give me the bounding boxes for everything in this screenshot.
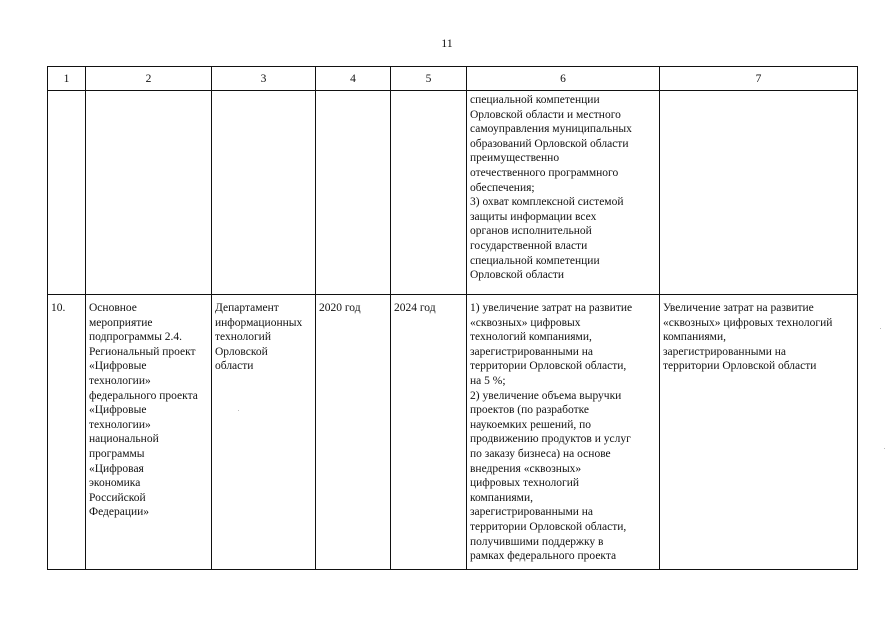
text-line: внедрения «сквозных» xyxy=(470,462,582,475)
scan-speck xyxy=(884,448,885,449)
text-line: технологий xyxy=(215,331,271,344)
text-line: зарегистрированными на xyxy=(663,345,787,358)
text-line: «Цифровая xyxy=(89,462,144,475)
column-header-3: 3 xyxy=(212,67,316,91)
text-line: подпрограммы 2.4. xyxy=(89,331,183,344)
text-line: территории Орловской области xyxy=(663,360,817,373)
text-line: органов исполнительной xyxy=(470,225,592,238)
text-line: мероприятие xyxy=(89,316,153,329)
column-header-6: 6 xyxy=(467,67,660,91)
cell-executor xyxy=(212,295,316,570)
text-line: обеспечения; xyxy=(470,181,535,194)
cell-start xyxy=(316,91,391,295)
text-line: программы xyxy=(89,447,145,460)
text-line: Российской xyxy=(89,491,146,504)
program-table xyxy=(47,66,858,570)
page-number: 11 xyxy=(441,36,453,50)
text-line: цифровых технологий xyxy=(470,477,580,490)
text-line: наукоемких решений, по xyxy=(470,418,591,431)
text-line: Департамент xyxy=(215,302,279,314)
text-line: Основное xyxy=(89,302,137,314)
text-line: территории Орловской области, xyxy=(470,520,627,533)
text-line: рамках федерального проекта xyxy=(470,550,617,563)
text-line: продвижению продуктов и услуг xyxy=(470,433,631,446)
scan-speck xyxy=(238,410,239,411)
text-line: Орловской области и местного xyxy=(470,108,621,121)
text-line: «сквозных» цифровых технологий xyxy=(663,316,833,329)
text-line: защиты информации всех xyxy=(470,210,597,223)
text-line: технологии» xyxy=(89,374,151,387)
cell-executor xyxy=(212,91,316,295)
text-line: компаниями, xyxy=(663,331,726,344)
column-header-1: 1 xyxy=(48,67,86,91)
text-line: «Цифровые xyxy=(89,360,147,373)
column-header-5: 5 xyxy=(391,67,467,91)
header-row xyxy=(48,67,858,91)
text-line: зарегистрированными на xyxy=(470,506,594,519)
text-line: технологии» xyxy=(89,418,151,431)
cell-expected-results xyxy=(467,295,660,570)
text-line: федерального проекта xyxy=(89,389,198,402)
text-line: специальной компетенции xyxy=(470,254,600,267)
text-line: 2) увеличение объема выручки xyxy=(470,389,622,402)
text-line: образований Орловской области xyxy=(470,137,629,150)
cell-expected-results xyxy=(467,91,660,295)
text-line: Федерации» xyxy=(89,506,150,519)
cell-number: 10. xyxy=(48,295,86,570)
text-line: компаниями, xyxy=(470,491,533,504)
text-line: национальной xyxy=(89,433,159,446)
text-line: области xyxy=(215,360,254,373)
text-line: государственной власти xyxy=(470,239,588,252)
text-line: экономика xyxy=(89,477,141,490)
text-line: 3) охват комплексной системой xyxy=(470,196,624,209)
text-line: 1) увеличение затрат на развитие xyxy=(470,302,633,314)
column-header-2: 2 xyxy=(86,67,212,91)
text-line: получившими поддержку в xyxy=(470,535,604,548)
cell-event xyxy=(86,91,212,295)
text-line: территории Орловской области, xyxy=(470,360,627,373)
table-row-continuation xyxy=(48,91,858,295)
cell-event xyxy=(86,295,212,570)
text-line: по заказу бизнеса) на основе xyxy=(470,447,611,460)
text-line: «сквозных» цифровых xyxy=(470,316,581,329)
column-header-4: 4 xyxy=(316,67,391,91)
cell-number xyxy=(48,91,86,295)
text-line: проектов (по разработке xyxy=(470,404,590,417)
text-line: информационных xyxy=(215,316,303,329)
cell-indicator xyxy=(660,91,858,295)
text-line: Увеличение затрат на развитие xyxy=(663,302,814,314)
text-line: на 5 %; xyxy=(470,374,506,387)
text-line: технологий компаниями, xyxy=(470,331,592,344)
text-line: Орловской области xyxy=(470,269,565,282)
text-line: отечественного программного xyxy=(470,166,619,179)
cell-start: 2020 год xyxy=(316,295,391,570)
text-line: Орловской xyxy=(215,345,268,358)
scan-speck xyxy=(880,328,881,329)
text-line: специальной компетенции xyxy=(470,94,600,106)
cell-end xyxy=(391,91,467,295)
text-line: Региональный проект xyxy=(89,345,196,358)
column-header-7: 7 xyxy=(660,67,858,91)
text-line: зарегистрированными на xyxy=(470,345,594,358)
cell-end: 2024 год xyxy=(391,295,467,570)
text-line: «Цифровые xyxy=(89,404,147,417)
text-line: преимущественно xyxy=(470,152,560,165)
table-row-10 xyxy=(48,295,858,570)
text-line: самоуправления муниципальных xyxy=(470,123,632,136)
cell-indicator xyxy=(660,295,858,570)
